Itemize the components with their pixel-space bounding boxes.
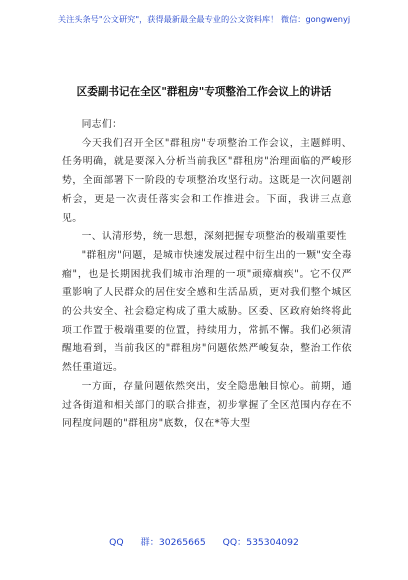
document-body bbox=[62, 116, 352, 434]
document-title: 区委副书记在全区"群租房"专项整治工作会议上的讲话 bbox=[76, 86, 332, 98]
salutation: 同志们： bbox=[81, 119, 123, 130]
section-heading-1: 一、认清形势，统一思想，深刻把握专项整治的极端重要性 bbox=[81, 231, 347, 243]
paragraph-intro: 今天我们召开全区"群租房"专项整治工作会议，主题鲜明、任务明确，就是要深入分析当前我区"群租房"治理面临的严峻形势，全面部署下一阶段的专项整治攻坚行动。这既是一次问题剖析会，更是一次责任落实会和工作推进会。下面，我讲三点意见。 bbox=[62, 137, 352, 224]
paragraph-stock-problems: 一方面，存量问题依然突出，安全隐患触目惊心。前期，通过各街道和相关部门的联合排查，初步掌握了全区范围内存在不同程度问题的"群租房"底数，仅在*等大型 bbox=[62, 380, 352, 430]
paragraph-situation: "群租房"问题，是城市快速发展过程中衍生出的一颗"安全毒瘤"，也是长期困扰我们城市治理的一项"顽瘴痼疾"。它不仅严重影响了人民群众的居住安全感和生活品质，更对我们整个城区的公共安全、社会稳定构成了重大威胁。区委、区政府始终将此项工作置于极端重要的位置，持续用力，常抓不懈。我们必须清醒地看到，当前我区的"群租房"问题依然严峻复杂，整治工作依然任重道远。 bbox=[62, 249, 352, 374]
header-promo-note: 关注头条号"公文研究"，获得最新最全最专业的公文资料库！ 微信：gongwenyj bbox=[57, 14, 351, 24]
footer-contact-note: QQ 群：30265665 QQ：535304092 bbox=[109, 537, 299, 548]
